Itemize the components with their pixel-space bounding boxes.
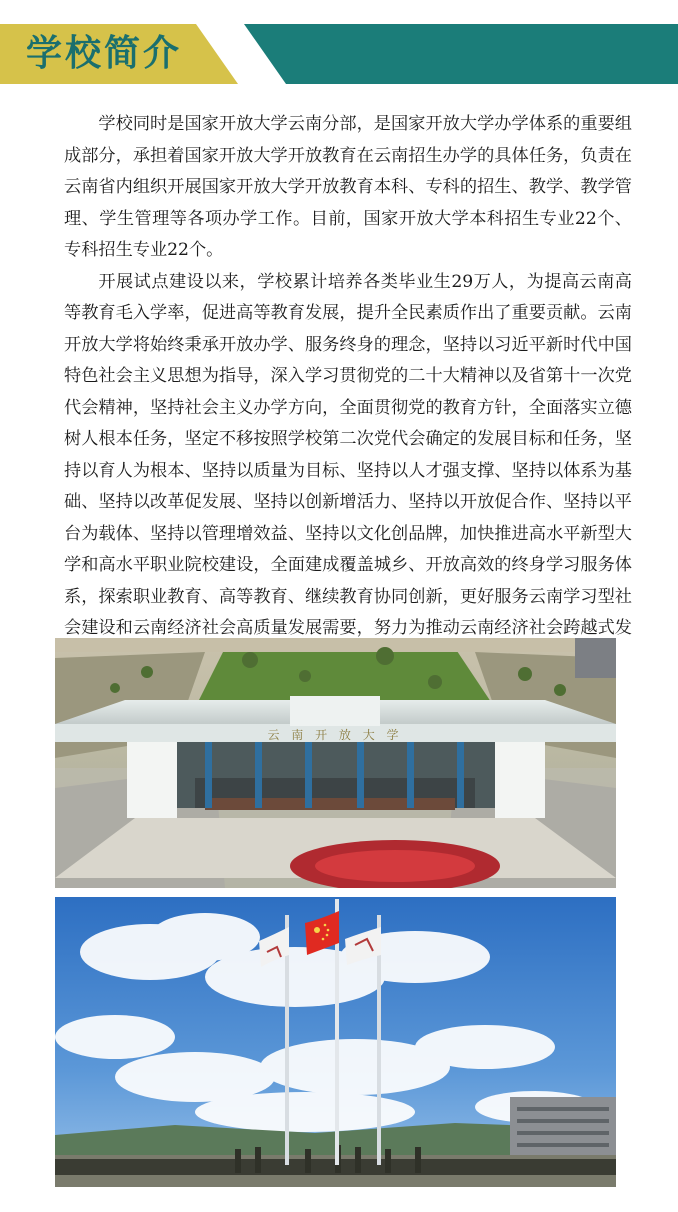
gate-sign: 云 南 开 放 大 学 — [267, 728, 403, 742]
paragraph-2: 开展试点建设以来，学校累计培养各类毕业生29万人，为提高云南高等教育毛入学率，促进高等教育发展，提升全民素质作出了重要贡献。云南开放大学将始终秉承开放办学、服务终身的理念，坚持以习近平新时代中国特色社会主义思想为指导，深入学习贯彻党的二十大精神以及省第十一次党代会精神，坚持社会主义办学方向，全面贯彻党的教育方针，全面落实立德树人根本任务，坚定不移按照学校第二次党代会确定的发展目标和任务，坚持以育人为根本、坚持以质量为目标、坚持以人才强支撑、坚持以体系为基础、坚持以改革促发展、坚持以创新增活力、坚持以开放促合作、坚持以平台为载体、坚持以管理增效益、坚持以文化创品牌，加快推进高水平新型大学和高水平职业院校建设，全面建成覆盖城乡、开放高效的终身学习服务体系，探索职业教育、高等教育、继续教育协同创新，更好服务云南学习型社会建设和云南经济社会高质量发展需要，努力为推动云南经济社会跨越式发 — [64, 271, 632, 638]
section-header — [0, 24, 678, 84]
page-title: 学校简介 — [26, 33, 183, 74]
paragraph-1: 学校同时是国家开放大学云南分部，是国家开放大学办学体系的重要组成部分，承担着国家开放大学开放教育在云南招生办学的具体任务，负责在云南省内组织开展国家开放大学开放教育本科、专科的招生、教学、教学管理、学生管理等各项办学工作。目前，国家开放大学本科招生专业22个、专科招生专业22个。 — [64, 114, 632, 260]
intro-text — [64, 109, 632, 676]
flag-raising-photo — [55, 897, 616, 1187]
campus-gate-photo — [55, 638, 616, 888]
